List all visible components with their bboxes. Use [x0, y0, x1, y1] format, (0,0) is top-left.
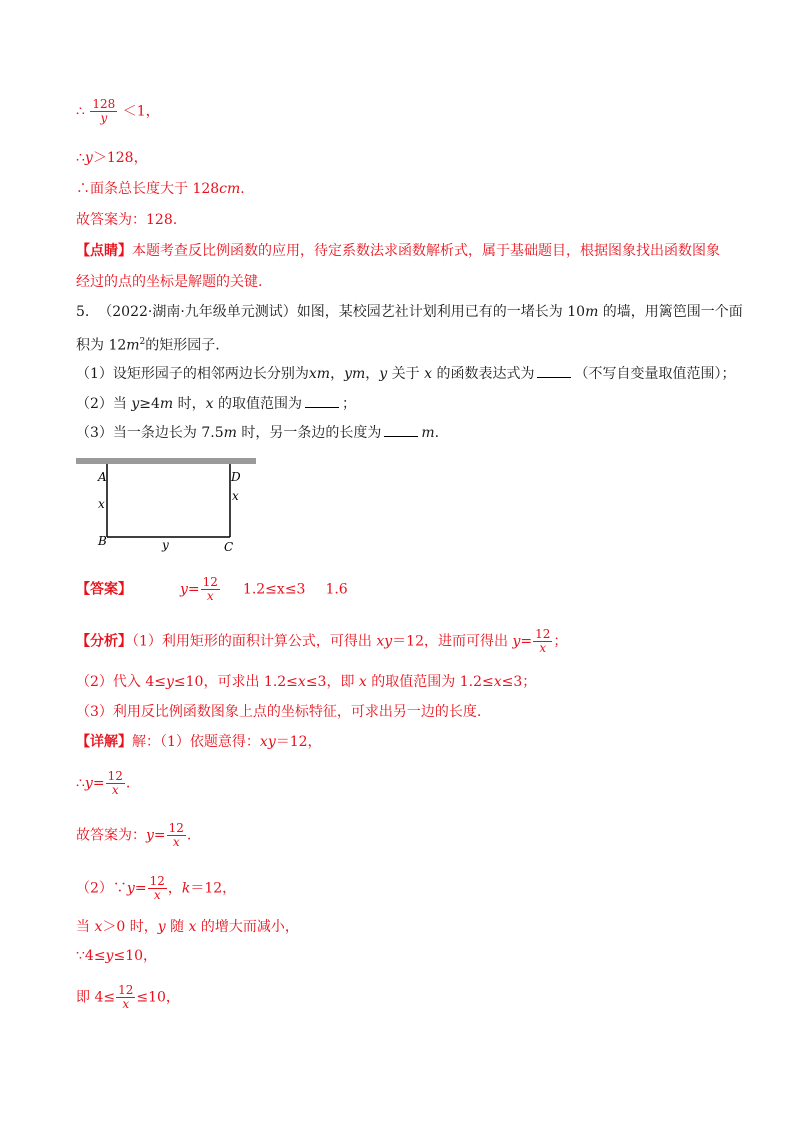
expr-y-eq: y= [146, 827, 166, 844]
fraction-denominator: x [122, 997, 130, 1011]
fraction-numerator: 12 [118, 983, 134, 997]
var-xy: xy [376, 633, 393, 650]
unit-m: m [159, 396, 174, 412]
unit-cm: cm [219, 181, 241, 197]
fraction-128-y [90, 98, 117, 125]
detail-line-4 [76, 875, 236, 902]
text: 时， [173, 396, 206, 412]
fraction-numerator: 12 [535, 627, 551, 641]
var-xy: xy [259, 734, 276, 750]
text: 关于 [387, 366, 425, 382]
sub-question-2 [76, 394, 356, 414]
answer-blank-2 [305, 395, 339, 408]
detail-line-7 [76, 984, 180, 1011]
text: （1）利用矩形的面积计算公式，可得出 [132, 633, 377, 650]
analysis-line-1 [76, 628, 567, 655]
fraction-numerator: 128 [92, 97, 116, 111]
inequality-tail: ＞128， [92, 150, 148, 166]
expr-y-eq: y= [512, 633, 533, 650]
analysis-line-2 [76, 672, 536, 692]
text: ∴面条总长度大于 128 [76, 181, 220, 197]
text: 的函数表达式为 [432, 366, 535, 382]
expr-y-eq: y= [180, 581, 200, 598]
var-y: y [157, 919, 166, 935]
text: （2）当 [76, 396, 132, 412]
label-A: A [98, 470, 107, 484]
detail-line-1 [76, 732, 322, 752]
answer-length: 1.6 [325, 581, 348, 598]
fraction-12-x [533, 628, 552, 655]
fraction-12-x [201, 576, 220, 603]
unit-m: m [585, 304, 599, 320]
fraction-numerator: 12 [107, 769, 123, 783]
text: 如图，某校园艺社计划利用已有的一堵长为 10 [296, 304, 586, 320]
leq-symbol: ≤ [103, 989, 116, 1006]
fraction-denominator: x [206, 589, 214, 603]
text: （1）设矩形园子的相邻两边长分别为 [76, 366, 309, 382]
text: 即 4 [76, 989, 104, 1006]
text: ∵4≤ [76, 948, 106, 964]
sub-question-3 [76, 423, 439, 443]
text: ≤10， [113, 948, 158, 964]
comment-tag: 【点睛】 [76, 243, 132, 259]
var-y: y [379, 366, 388, 382]
text: ≤3，即 [305, 674, 359, 690]
question-number: 5. [76, 304, 90, 320]
text: ＝12， [190, 880, 237, 897]
text: ≤10，可求出 1.2≤ [173, 674, 298, 690]
text: 解：（1）依题意得： [132, 734, 260, 750]
because-symbol: （2）∵ [76, 880, 127, 897]
comment-line-2: 经过的点的坐标是解题的关键. [76, 274, 263, 290]
detail-line-3 [76, 822, 191, 849]
text: （3）当一条边长为 7.5 [76, 425, 224, 441]
label-x-right: x [232, 489, 239, 503]
var-y: y [131, 396, 140, 412]
line-noodle-length [76, 179, 245, 199]
text: 的取值范围为 1.2≤ [366, 674, 494, 690]
comma: ， [365, 366, 380, 382]
question-5-line-2 [76, 332, 220, 356]
fraction-12-x [106, 770, 125, 797]
detail-line-2 [76, 770, 130, 797]
text: 故答案为： [76, 827, 146, 844]
var-x: x [424, 366, 432, 382]
sub-question-1 [76, 364, 735, 384]
inequality-tail: ＜1， [122, 103, 160, 120]
fraction-denominator: x [153, 888, 161, 902]
text: 的矩形园子. [145, 337, 220, 354]
text: ≤3； [501, 674, 537, 690]
text: 当 [76, 919, 95, 935]
answer-range: 1.2≤x≤3 [242, 581, 306, 598]
unit-m: m [126, 337, 140, 354]
text: ＝12， [275, 734, 322, 750]
label-D: D [231, 470, 241, 484]
answer-line [76, 576, 348, 603]
comma: ， [167, 880, 182, 897]
line-y-gt-128 [76, 148, 148, 168]
fraction-12-x [148, 875, 167, 902]
unit-m: m [421, 425, 435, 441]
therefore-symbol: ∴ [76, 775, 85, 792]
text: 的取值范围为 [213, 396, 303, 412]
analysis-line-3: （3）利用反比例函数图象上点的坐标特征，可求出另一边的长度. [76, 704, 482, 720]
var-x: x [493, 674, 502, 690]
fraction-denominator: x [111, 783, 119, 797]
detail-line-6 [76, 946, 157, 966]
var-y: y [105, 948, 114, 964]
detail-tag: 【详解】 [76, 734, 132, 750]
text: ； [342, 396, 357, 412]
text: 10， [148, 989, 180, 1006]
expr-y-eq: y= [126, 880, 147, 897]
detail-line-5 [76, 917, 299, 937]
label-B: B [98, 534, 107, 548]
var-y: y [84, 150, 93, 166]
fraction-numerator: 12 [168, 821, 184, 835]
rectangle-garden-figure [76, 455, 261, 555]
text: ； [553, 633, 568, 650]
fraction-12-x [167, 822, 186, 849]
period: . [125, 775, 131, 792]
text: ＝12，进而可得出 [392, 633, 513, 650]
answer-tag: 【答案】 [76, 581, 132, 598]
question-source: （2022·湖南·九年级单元测试） [98, 304, 297, 320]
fraction-12-x [116, 984, 135, 1011]
analysis-tag: 【分析】 [76, 633, 132, 650]
exponent: 2 [139, 337, 146, 347]
fraction-numerator: 12 [202, 575, 218, 589]
label-C: C [224, 540, 234, 554]
var-x: x [94, 919, 103, 935]
answer-blank-1 [537, 365, 571, 378]
line-answer-128: 故答案为：128. [76, 212, 178, 228]
therefore-symbol: ∴ [76, 150, 85, 166]
period: . [434, 425, 440, 441]
question-5-line-1 [76, 302, 743, 322]
fraction-denominator: x [172, 835, 180, 849]
text: 随 [165, 919, 189, 935]
leq-symbol: ≤ [136, 989, 149, 1006]
period: . [186, 827, 192, 844]
var-xm: xm [308, 366, 331, 382]
text: ＞0 时， [102, 919, 158, 935]
text: 的墙，用篱笆围一个面 [598, 304, 743, 320]
fraction-numerator: 12 [149, 874, 165, 888]
var-k: k [181, 880, 191, 897]
text: （不写自变量取值范围）； [574, 366, 736, 382]
var-ym: ym [344, 366, 366, 382]
var-y: y [166, 674, 174, 690]
wall [76, 458, 256, 464]
line-128-over-y [76, 98, 160, 125]
expr-y-eq: y= [84, 775, 105, 792]
var-x: x [188, 919, 197, 935]
text: （2）代入 4≤ [76, 674, 166, 690]
text: 时，另一条边的长度为 [236, 425, 382, 441]
fraction-denominator: y [100, 111, 108, 125]
var-x: x [358, 674, 367, 690]
answer-blank-3 [384, 424, 418, 437]
therefore-symbol: ∴ [76, 103, 85, 120]
var-x: x [205, 396, 214, 412]
period: . [240, 181, 245, 197]
fraction-denominator: x [539, 641, 547, 655]
unit-m: m [223, 425, 237, 441]
var-x: x [297, 674, 306, 690]
comment-text: 本题考查反比例函数的应用，待定系数法求函数解析式，属于基础题目，根据图象找出函数图象 [132, 243, 720, 259]
text: ≥4 [139, 396, 160, 412]
comma: ， [330, 366, 345, 382]
comment-line-1 [76, 241, 720, 261]
text: 积为 12 [76, 337, 127, 354]
text: 的增大而减小， [196, 919, 299, 935]
label-y: y [162, 538, 169, 552]
label-x-left: x [98, 497, 105, 511]
